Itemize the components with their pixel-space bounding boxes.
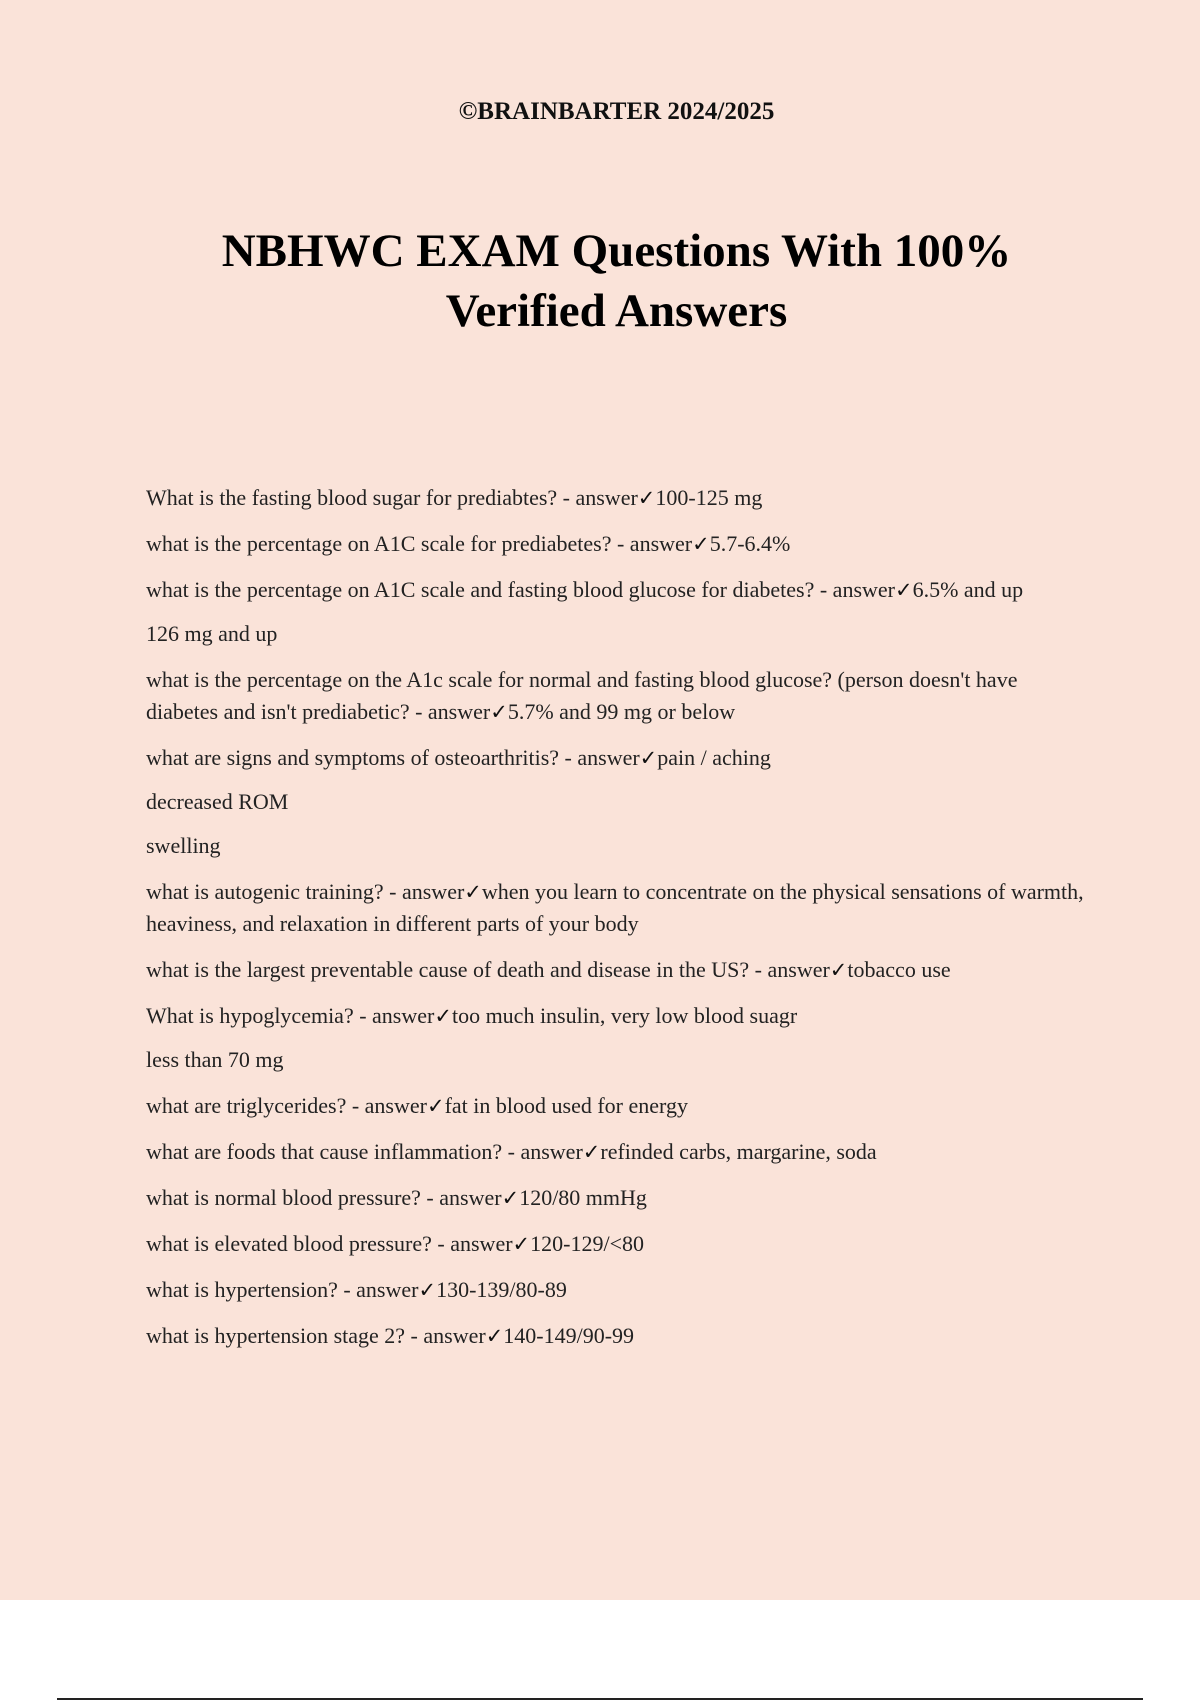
answer-continuation: 126 mg and up	[146, 621, 278, 646]
question-text: what is hypertension? - answer	[146, 1277, 419, 1302]
check-icon: ✓	[894, 578, 913, 602]
qa-item	[146, 954, 1086, 986]
answer-text: 120/80 mmHg	[519, 1185, 647, 1210]
question-text: What is the fasting blood sugar for prediabtes? - answer	[146, 485, 638, 510]
answer-text: too much insulin, very low blood suagr	[451, 1003, 798, 1028]
answer-text: fat in blood used for energy	[444, 1093, 688, 1118]
question-text: what is hypertension stage 2? - answer	[146, 1323, 486, 1348]
answer-text: 100-125 mg	[655, 485, 763, 510]
check-icon: ✓	[829, 958, 848, 982]
question-text: what are signs and symptoms of osteoarthritis? - answer	[146, 745, 640, 770]
qa-item	[146, 1182, 1086, 1214]
title-line-1: NBHWC EXAM Questions With 100%	[221, 225, 1012, 277]
qa-item	[146, 574, 1086, 606]
answer-text: 120-129/<80	[530, 1231, 645, 1256]
answer-continuation: swelling	[146, 833, 221, 858]
answer-continuation: less than 70 mg	[146, 1047, 284, 1072]
question-text: What is hypoglycemia? - answer	[146, 1003, 435, 1028]
qa-item	[146, 1274, 1086, 1306]
answer-text: 130-139/80-89	[436, 1277, 567, 1302]
check-icon: ✓	[639, 746, 658, 770]
question-text: what is the percentage on A1C scale and fasting blood glucose for diabetes? - answer	[146, 577, 895, 602]
check-icon: ✓	[582, 1140, 601, 1164]
qa-item	[146, 1090, 1086, 1122]
qa-item	[146, 1228, 1086, 1260]
check-icon: ✓	[501, 1186, 520, 1210]
answer-text: tobacco use	[847, 957, 951, 982]
document-title	[0, 221, 1200, 341]
qa-item	[146, 528, 1086, 560]
qa-item	[146, 876, 1086, 940]
check-icon: ✓	[485, 1324, 504, 1348]
copyright-header: ©BRAINBARTER 2024/2025	[458, 98, 775, 125]
question-text: what is the percentage on A1C scale for prediabetes? - answer	[146, 531, 693, 556]
answer-text: refinded carbs, margarine, soda	[600, 1139, 877, 1164]
qa-item	[146, 664, 1086, 728]
check-icon: ✓	[692, 532, 710, 556]
check-icon: ✓	[418, 1278, 437, 1302]
check-icon: ✓	[637, 486, 656, 510]
qa-item	[146, 482, 1086, 514]
check-icon: ✓	[434, 1004, 452, 1028]
question-text: what is the percentage on the A1c scale for normal and fasting blood glucose? (person doesn't have diabetes and isn't prediabetic? - answer	[146, 667, 1018, 724]
qa-item	[146, 1000, 1086, 1032]
answer-text: 6.5% and up	[912, 577, 1024, 602]
check-icon: ✓	[512, 1232, 531, 1256]
answer-text: 140-149/90-99	[503, 1323, 635, 1348]
question-text: what is autogenic training? - answer	[146, 879, 465, 904]
answer-text: 5.7% and 99 mg or below	[507, 699, 736, 724]
title-line-2: Verified Answers	[445, 285, 788, 337]
check-icon: ✓	[426, 1094, 445, 1118]
check-icon: ✓	[464, 880, 482, 904]
answer-text: 5.7-6.4%	[709, 531, 791, 556]
qa-item	[146, 1136, 1086, 1168]
question-text: what is normal blood pressure? - answer	[146, 1185, 502, 1210]
question-text: what is elevated blood pressure? - answer	[146, 1231, 513, 1256]
question-text: what are foods that cause inflammation? - answer	[146, 1139, 583, 1164]
qa-list	[146, 482, 1086, 1366]
qa-item	[146, 742, 1086, 774]
check-icon: ✓	[490, 700, 508, 724]
answer-text: pain / aching	[657, 745, 771, 770]
answer-continuation: decreased ROM	[146, 789, 289, 814]
question-text: what is the largest preventable cause of death and disease in the US? - answer	[146, 957, 830, 982]
qa-item	[146, 1320, 1086, 1352]
answer-text: when you learn to concentrate on the physical sensations of warmth, heaviness, and relaxation in different parts of your body	[146, 879, 1084, 936]
question-text: what are triglycerides? - answer	[146, 1093, 427, 1118]
